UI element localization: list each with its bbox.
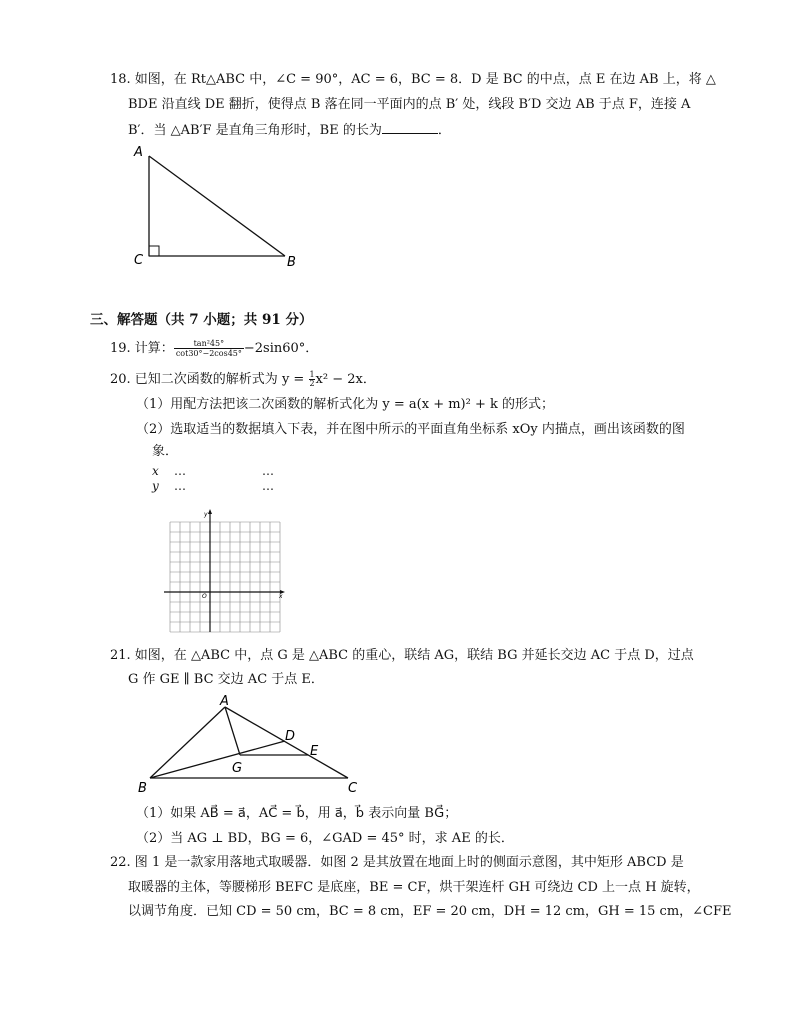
q20-coordinate-grid [160,508,290,636]
q22-line2: 取暖器的主体，等腰梯形 BEFC 是底座，BE = CF，烘干架连杆 GH 可绕边 CD 上一点 H 旋转， [128,880,700,895]
q21-part1: （1）如果 AB⃗ = a⃗，AC⃗ = b⃗，用 a⃗，b⃗ 表示向量 BG⃗； [136,806,458,821]
q21-label-e: E [310,744,319,759]
q21-line2: G 作 GE ∥ BC 交边 AC 于点 E． [128,672,324,687]
q20-part2-line1: （2）选取适当的数据填入下表，并在图中所示的平面直角坐标系 xOy 内描点，画出该函数的图 [136,422,685,437]
q18-label-a: A [134,145,143,160]
q21-label-a: A [220,694,229,709]
q21-label-g: G [232,761,243,776]
q20-table-y-label: y [152,479,159,493]
q18-line3 [128,121,451,140]
q19-line [110,339,318,358]
q20-frac-den: 2 [309,379,315,388]
q20-part1: （1）用配方法把该二次函数的解析式化为 y = a(x + m)² + k 的形式； [136,397,554,412]
q21-label-c: C [348,781,358,796]
q22-line3: 以调节角度．已知 CD = 50 cm，BC = 8 cm，EF = 20 cm，DH = 12 cm，GH = 15 cm，∠CFE [128,904,732,919]
q20-table-x-end: … [262,464,274,478]
q20-frac-num: 1 [309,370,315,379]
q20-value-table [152,464,292,496]
q19-fraction [174,339,244,358]
q18-right-angle-mark [149,246,159,256]
q20-table-x-label: x [152,464,159,478]
q20-x-axis-label: x [279,593,283,600]
q18-line3-end: ． [437,123,451,138]
q20-y-arrow [208,509,212,514]
q20-line1-after: x² − 2x． [315,372,376,387]
q20-part2-line2: 象． [152,444,179,459]
q19-fraction-den: cot30°−2cos45° [175,349,242,358]
q20-y-axis-label: y [204,511,208,518]
q22-line1: 22. 图 1 是一款家用落地式取暖器．如图 2 是其放置在地面上时的侧面示意图，其中矩形 ABCD 是 [110,855,684,870]
q21-label-d: D [285,729,296,744]
q21-triangle-figure [130,692,370,794]
q20-line1-before: 20. 已知二次函数的解析式为 y = [110,372,309,387]
q20-table-y-end: … [262,479,274,493]
q19-prefix: 19. 计算： [110,341,174,356]
q21-part2: （2）当 AG ⊥ BD，BG = 6，∠GAD = 45° 时，求 AE 的长． [136,831,514,846]
answer-blank[interactable] [382,121,438,134]
q20-origin-label: O [202,593,207,600]
q19-suffix: −2sin60°． [243,341,319,356]
q18-label-c: C [134,253,144,268]
q18-line1: 18. 如图，在 Rt△ABC 中，∠C = 90°，AC = 6，BC = 8．D 是 BC 的中点，点 E 在边 AB 上，将 △ [110,72,716,87]
q20-half-fraction [309,371,314,388]
q19-fraction-num: tan²45° [174,339,244,349]
q18-label-b: B [287,255,296,270]
q18-side-ab [149,156,285,256]
q18-line3-text: B′．当 △AB′F 是直角三角形时，BE 的长为 [128,123,382,138]
q18-triangle-figure [130,142,310,272]
section-3-title: 三、解答题（共 7 小题；共 91 分） [90,312,313,328]
q20-line1 [110,371,376,389]
q21-label-b: B [138,781,147,796]
q20-table-y-start: … [174,479,186,493]
q21-line1: 21. 如图，在 △ABC 中，点 G 是 △ABC 的重心，联结 AG，联结 BG 并延长交边 AC 于点 D，过点 [110,648,694,663]
q20-grid-lines [170,522,280,632]
q20-table-x-start: … [174,464,186,478]
q18-line2: BDE 沿直线 DE 翻折，使得点 B 落在同一平面内的点 B′ 处，线段 B′D 交边 AB 于点 F，连接 A [128,97,691,112]
